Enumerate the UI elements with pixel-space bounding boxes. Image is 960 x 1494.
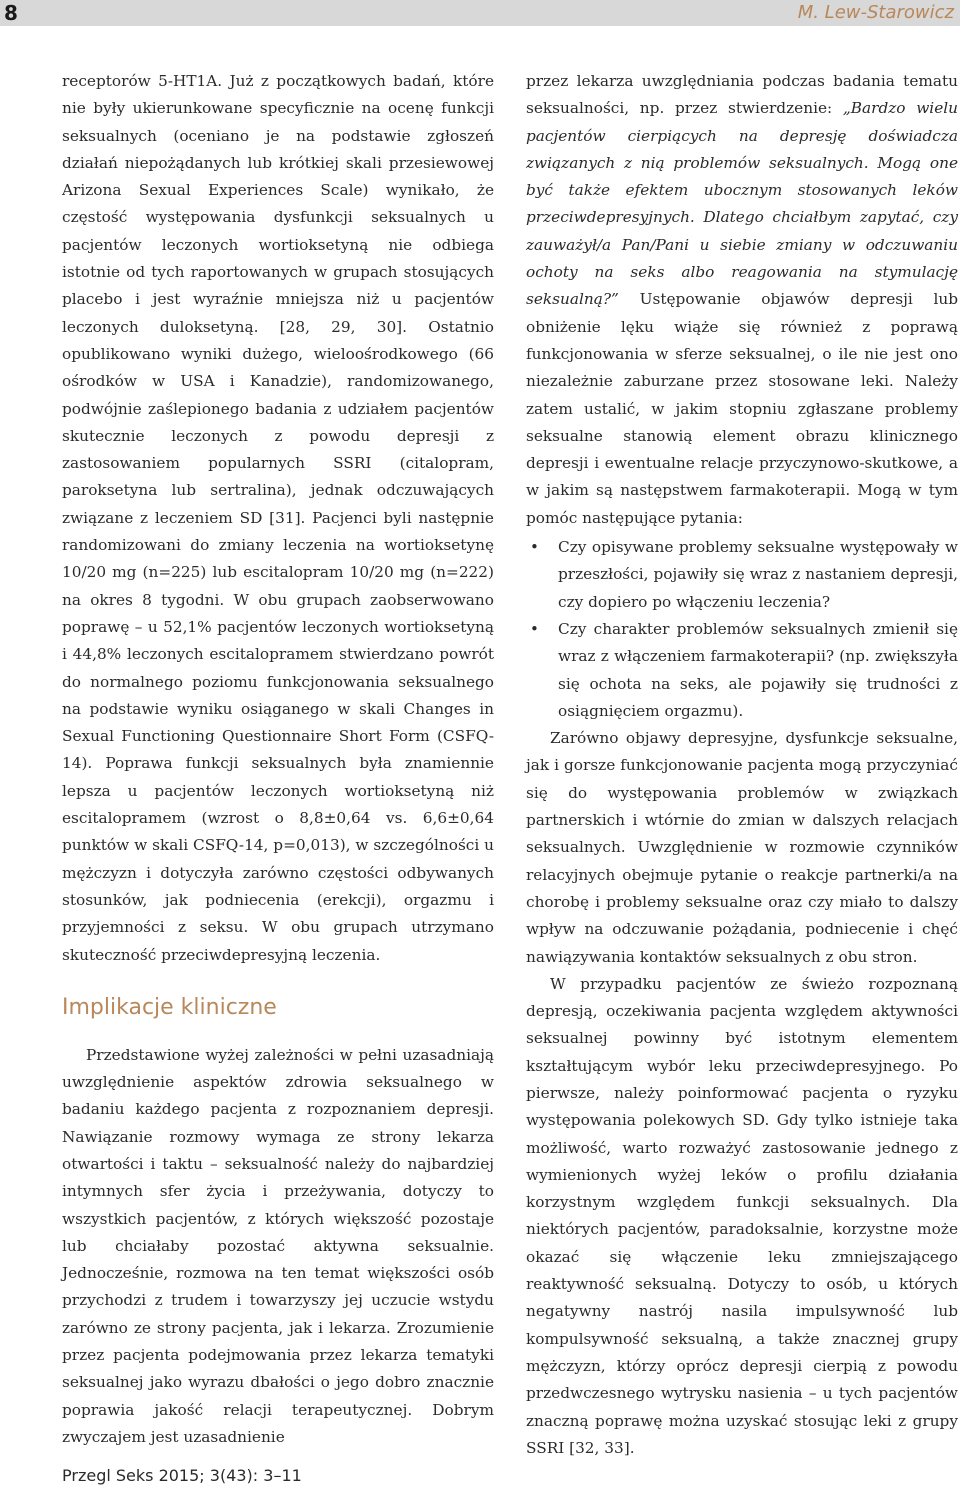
right-paragraph-1 (526, 68, 958, 532)
patient-question-quote: „Bardzo wielu pacjentów cierpiących na depresję doświadcza związanych z nią problemów seksualnych. Mogą one być także efektem ubocznym stosowanych leków przeciwdepresyjnych. Dlatego chciałbym zapytać, czy zauważył/a Pan/Pani u siebie zmiany w odczuwaniu ochoty na seks albo reagowania na stymulację seksualną?” (526, 99, 958, 309)
right-paragraph-2: Zarówno objawy depresyjne, dysfunkcje seksualne, jak i gorsze funkcjonowanie pacjenta mogą przyczyniać się do występowania problemów w związkach partnerskich i wtórnie do zmian w dalszych relacjach seksualnych. Uwzględnienie w rozmowie czynników relacyjnych obejmuje pytanie o reakcje partnerki/a na chorobę i problemy seksualne oraz czy miało to dalszy wpływ na odczuwanie pożądania, podniecenie i chęć nawiązywania kontaktów seksualnych z obu stron. (526, 729, 958, 966)
left-column (62, 68, 494, 1451)
right-paragraph-3: W przypadku pacjentów ze świeżo rozpoznaną depresją, oczekiwania pacjenta względem aktywności seksualnej powinny być istotnym elementem kształtującym wybór leku przeciwdepresyjnego. Po pierwsze, należy poinformować pacjenta o ryzyku występowania polekowych SD. Gdy tylko istnieje taka możliwość, warto rozważyć zastosowanie jednego z wymienionych wyżej leków o profilu działania korzystnym względem funkcji seksualnych. Dla niektórych pacjentów, paradoksalnie, korzystne może okazać się włączenie leku zmniejszającego reaktywność seksualną. Dotyczy to osób, u których negatywny nastrój nasila impulsywność lub kompulsywność seksualną, a także znacznej grupy mężczyzn, którzy oprócz depresji cierpią z powodu przedwczesnego wytrysku nasienia – u tych pacjentów znaczną poprawę można uzyskać stosując leki z grupy SSRI [32, 33]. (526, 974, 958, 1457)
journal-citation-footer: Przegl Seks 2015; 3(43): 3–11 (62, 1466, 302, 1485)
list-item (526, 616, 958, 725)
bullet-icon: • (530, 538, 539, 557)
running-head-author: M. Lew-Starowicz (797, 2, 954, 23)
section-heading: Implikacje kliniczne (62, 994, 277, 1020)
question-list (526, 534, 958, 725)
list-item (526, 534, 958, 616)
list-item-text: Czy opisywane problemy seksualne występowały w przeszłości, pojawiły się wraz z nastaniem depresji, czy dopiero po włączeniu leczenia? (558, 538, 958, 611)
page-number: 8 (4, 1, 18, 25)
list-item-text: Czy charakter problemów seksualnych zmienił się wraz z włączeniem farmakoterapii? (np. zwiększyła się ochota na seks, ale pojawiły się trudności z osiągnięciem orgazmu). (558, 619, 958, 720)
header-bar (0, 0, 960, 26)
right-paragraph-1-end: Ustępowanie objawów depresji lub obniżenie lęku wiąże się również z poprawą funkcjonowania w sferze seksualnej, o ile nie jest ono niezależnie zaburzane przez stosowane leki. Należy zatem ustalić, w jakim stopniu zgłaszane problemy seksualne stanowią element obrazu klinicznego depresji i ewentualne relacje przyczynowo-skutkowe, a w jakim są następstwem farmakoterapii. Mogą w tym pomóc następujące pytania: (526, 290, 958, 527)
bullet-icon: • (530, 619, 539, 638)
right-paragraph-1-start: przez lekarza uwzględniania podczas badania tematu seksualności, np. przez stwierdzenie: (526, 72, 958, 118)
right-column (526, 68, 958, 1462)
left-paragraph-1: receptorów 5-HT1A. Już z początkowych badań, które nie były ukierunkowane specyficznie na ocenę funkcji seksualnych (oceniano je na podstawie zgłoszeń działań niepożądanych lub krótkiej skali przesiewowej Arizona Sexual Experiences Scale) wynikało, że częstość występowania dysfunkcji seksualnych u pacjentów leczonych wortioksetyną nie odbiega istotnie od tych raportowanych w grupach stosujących placebo i jest wyraźnie mniejsza niż u pacjentów leczonych duloksetyną. [28, 29, 30]. Ostatnio opublikowano wyniki dużego, wieloośrodkowego (66 ośrodków w USA i Kanadzie), randomizowanego, podwójnie zaślepionego badania z udziałem pacjentów skutecznie leczonych z powodu depresji z zastosowaniem popularnych SSRI (citalopram, paroksetyna lub sertralina), jednak odczuwających związane z leczeniem SD [31]. Pacjenci byli następnie randomizowani do zmiany leczenia na wortioksetynę 10/20 mg (n=225) lub escitalopram 10/20 mg (n=222) na okres 8 tygodni. W obu grupach zaobserwowano poprawę – u 52,1% pacjentów leczonych wortioksetyną i 44,8% leczonych escitalopramem stwierdzano powrót do normalnego poziomu funkcjonowania seksualnego na podstawie wyniku osiąganego w skali Changes in Sexual Functioning Questionnaire Short Form (CSFQ-14). Poprawa funkcji seksualnych była znamiennie lepsza u pacjentów leczonych wortioksetyną niż escitalopramem (wzrost o 8,8±0,64 vs. 6,6±0,64 punktów w skali CSFQ-14, p=0,013), w szczególności u mężczyzn i dotyczyła zarówno częstości odbywanych stosunków, jak podniecenia (erekcji), orgazmu i przyjemności z seksu. W obu grupach utrzymano skuteczność przeciwdepresyjną leczenia. (62, 72, 494, 964)
left-paragraph-2: Przedstawione wyżej zależności w pełni uzasadniają uwzględnienie aspektów zdrowia seksualnego w badaniu każdego pacjenta z rozpoznaniem depresji. Nawiązanie rozmowy wymaga ze strony lekarza otwartości i taktu – seksualność należy do najbardziej intymnych sfer życia i przeżywania, dotyczy to wszystkich pacjentów, z których większość pozostaje lub chciałaby pozostać aktywna seksualnie. Jednocześnie, rozmowa na ten temat większości osób przychodzi z trudem i towarzyszy jej uczucie wstydu zarówno ze strony pacjenta, jak i lekarza. Zrozumienie przez pacjenta podejmowania przez lekarza tematyki seksualnej jako wyrazu dbałości o jego dobro znacznie poprawia jakość relacji terapeutycznej. Dobrym zwyczajem jest uzasadnienie (62, 1045, 494, 1446)
